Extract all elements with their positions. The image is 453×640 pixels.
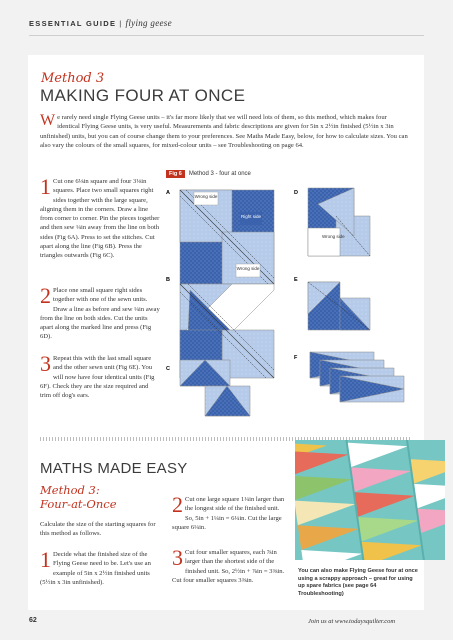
maths-step-2-number: 2 xyxy=(172,492,183,517)
step-3-text: Repeat this with the last small square and the other sewn unit (Fig 6E). You will now have four identical units (Fig 6F). Check they are the size required and trim off dog's ears. xyxy=(40,355,155,400)
figure-6-diagram xyxy=(160,180,420,420)
fig-label-f: F xyxy=(294,355,298,361)
step-3 xyxy=(40,351,160,400)
figure-tag: Fig 6 xyxy=(166,170,185,178)
step-2-number: 2 xyxy=(40,283,51,308)
scrappy-quilt-photo xyxy=(295,440,445,560)
step-2 xyxy=(40,283,160,342)
fig-label-e: E xyxy=(294,277,298,283)
maths-step-2 xyxy=(172,492,287,532)
section-title: MAKING FOUR AT ONCE xyxy=(40,86,246,105)
maths-step-2-text: Cut one large square 1¼in larger than the longest side of the finished unit. So, 5in + 1¼in = 6¼in. Cut the large square 6¼in. xyxy=(172,496,285,531)
fig-6a xyxy=(180,190,274,284)
header-separator: | xyxy=(119,19,123,28)
header-subtitle: flying geese xyxy=(125,18,172,28)
fig-label-b: B xyxy=(166,277,170,283)
header-rule xyxy=(29,35,424,36)
wrong-side-label-1: Wrong side xyxy=(194,194,218,199)
header-section: ESSENTIAL GUIDE xyxy=(29,19,117,28)
figure-caption-text: Method 3 - four at once xyxy=(188,171,251,177)
fig-label-c: C xyxy=(166,366,170,372)
maths-lead: Calculate the size of the starting squares for this method as follows. xyxy=(40,521,156,538)
intro-dropcap: W xyxy=(40,112,56,129)
maths-script-title xyxy=(40,483,117,511)
step-3-number: 3 xyxy=(40,351,51,376)
fig-label-d: D xyxy=(294,190,298,196)
maths-step-1 xyxy=(40,547,162,587)
fig-6f xyxy=(310,352,404,402)
footer-website: Join us at www.todaysquilter.com xyxy=(308,618,396,625)
step-1-number: 1 xyxy=(40,174,51,199)
wrong-side-label-2: Wrong side xyxy=(236,266,260,271)
page-number: 62 xyxy=(29,617,37,624)
maths-step-3-text: Cut four smaller squares, each ⅞in larger than the shortest side of the finished unit. So, 2½in + ⅞in = 3⅜in. Cut four smaller squares 3⅜in. xyxy=(172,549,285,584)
maths-script-line-2: Four-at-Once xyxy=(40,497,117,511)
photo-caption: You can also make Flying Geese four at once using a scrappy approach – great for using up spare fabrics (see page 64 Troubleshooting) xyxy=(298,568,418,597)
intro-text: e rarely need single Flying Geese units – it's far more likely that we will need lots of them, so this method, which makes four identical Flying Geese units, is very useful. Measurements and fabric descriptions are given for 5in x 2½in finished (5½in x 3in unfinished) units, but you can of course change them to your preferences. See Maths Made Easy, below, for how to calculate sizes. You can also vary the colours of the small squares, for mixed-colour units – see Troubleshooting on page 64. xyxy=(40,114,408,149)
figure-caption xyxy=(166,171,251,177)
right-side-label: Right side xyxy=(240,214,262,219)
wrong-side-label-3: Wrong side xyxy=(322,234,345,239)
intro-paragraph xyxy=(40,113,410,150)
maths-step-3-number: 3 xyxy=(172,545,183,570)
running-header xyxy=(29,18,172,28)
maths-script-line-1: Method 3: xyxy=(40,483,100,497)
step-1 xyxy=(40,174,160,261)
method-script-title: Method 3 xyxy=(41,71,105,86)
fig-label-a: A xyxy=(166,190,170,196)
fig-6d xyxy=(308,188,370,256)
maths-title: MATHS MADE EASY xyxy=(40,460,188,477)
step-1-text: Cut one 6⅛in square and four 3⅛in squares. Place two small squares right sides together with the large square, aligning them in the corners. Draw a line from corner to corner. Pin the pieces together and then sew ¼in away from the line on both sides (Fig 6A). Press to set the stitches. Cut apart along the line (Fig 6B). Press the triangles outwards (Fig 6C). xyxy=(40,178,160,260)
maths-step-3 xyxy=(172,545,287,585)
maths-step-1-number: 1 xyxy=(40,547,51,572)
fig-6e xyxy=(308,282,370,330)
maths-step-1-text: Decide what the finished size of the Flying Geese need to be. Let's use an example of 5in x 2½in finished units (5½in x 3in unfinished). xyxy=(40,551,151,586)
step-2-text: Place one small square right sides together with one of the sewn units. Draw a line as before and sew ¼in away from the line on both sides. Cut the units apart along the marked line and press (Fig 6D). xyxy=(40,287,160,341)
